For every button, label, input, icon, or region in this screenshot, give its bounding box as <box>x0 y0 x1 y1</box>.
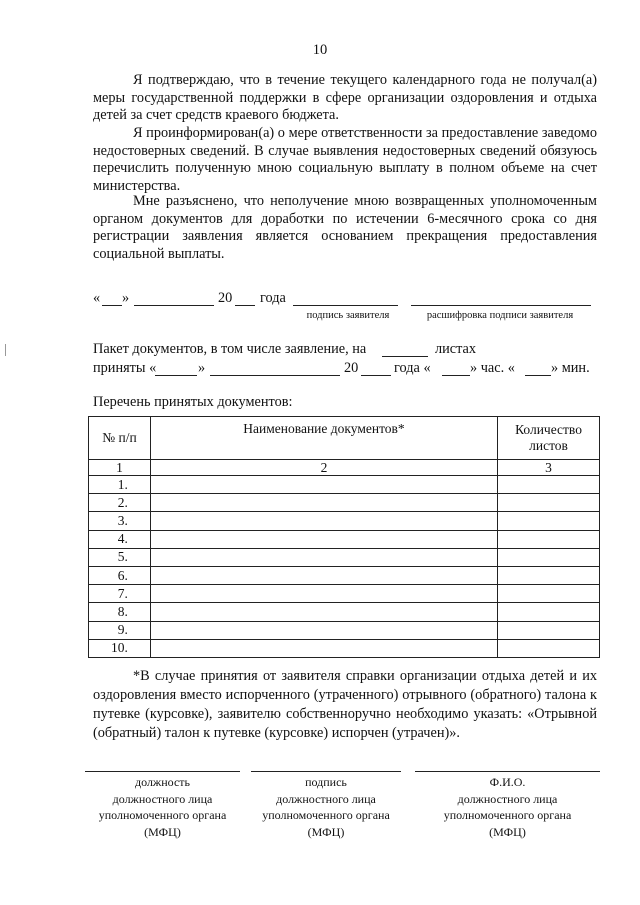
caption-line: должность <box>135 775 190 789</box>
caption-line: уполномоченного органа <box>98 808 227 822</box>
package-line1-text: Пакет документов, в том числе заявление, на <box>93 341 367 357</box>
decode-caption: расшифровка подписи заявителя <box>426 310 574 321</box>
sheets-count-cell[interactable] <box>498 548 600 566</box>
sheets-count-cell[interactable] <box>498 494 600 512</box>
sheets-count-cell[interactable] <box>498 585 600 603</box>
sheets-count-field <box>382 356 428 357</box>
index-cell-1: 1 <box>89 460 151 476</box>
package-accepted-hour: » час. « <box>470 360 515 376</box>
row-number: 3. <box>89 512 151 530</box>
fio-caption <box>415 774 600 840</box>
caption-line: должностного лица <box>112 791 213 806</box>
document-name-cell[interactable] <box>150 512 497 530</box>
accepted-day-field <box>155 375 197 376</box>
caption-line: должностного лица <box>276 791 376 806</box>
package-accepted-year: года « <box>394 360 431 376</box>
footnote: *В случае принятия от заявителя справки организации отдыха детей и их оздоровления вместо испорченного (утраченного) отрывного (обратного) талона к путевке (курсовке), заявителю собственноручно необходимо указать: «Отрывной (обратный) талон к путевке (курсовке) испорчен (утрачен)». <box>93 668 597 741</box>
caption-line: уполномоченного органа <box>443 808 572 822</box>
row-number: 2. <box>89 494 151 512</box>
paragraph-confirmation: Я подтверждаю, что в течение текущего календарного года не получал(а) меры государственной поддержки в сфере организации оздоровления и отдыха детей за счет средств краевого бюджета. <box>93 72 597 124</box>
date-year-word: года <box>260 290 286 306</box>
caption-line: подпись <box>305 775 347 789</box>
page-number: 10 <box>312 42 328 58</box>
table-row <box>89 603 600 621</box>
date-open-quote: « <box>93 290 101 306</box>
row-number: 7. <box>89 585 151 603</box>
accepted-documents-table <box>88 416 600 658</box>
scan-edge-mark <box>5 344 6 356</box>
document-name-cell[interactable] <box>150 476 497 494</box>
sheets-count-cell[interactable] <box>498 530 600 548</box>
accepted-minute-field <box>525 375 551 376</box>
sign-signature-line <box>251 771 401 772</box>
caption-line: (МФЦ) <box>489 824 526 839</box>
position-caption <box>85 774 240 840</box>
document-name-cell[interactable] <box>150 603 497 621</box>
accepted-month-field <box>210 375 340 376</box>
document-name-cell[interactable] <box>150 530 497 548</box>
document-name-cell[interactable] <box>150 548 497 566</box>
row-number: 8. <box>89 603 151 621</box>
header-number: № п/п <box>89 417 151 460</box>
sheets-count-cell[interactable] <box>498 603 600 621</box>
document-name-cell[interactable] <box>150 621 497 639</box>
documents-list-title: Перечень принятых документов: <box>93 394 293 410</box>
paragraph-explanation: Мне разъяснено, что неполучение мною возвращенных уполномоченным органом документов для доработки по истечении 6-месячного срока со дня регистрации заявления является основанием прекращения предоставления социальной выплаты. <box>93 193 597 262</box>
row-number: 6. <box>89 566 151 584</box>
sheets-count-cell[interactable] <box>498 621 600 639</box>
document-name-cell[interactable] <box>150 639 497 657</box>
package-accepted-prefix: приняты « <box>93 360 157 376</box>
document-name-cell[interactable] <box>150 585 497 603</box>
row-number: 5. <box>89 548 151 566</box>
caption-line: Ф.И.О. <box>489 775 526 789</box>
row-number: 10. <box>89 639 151 657</box>
table-row <box>89 530 600 548</box>
applicant-name-field <box>411 305 591 306</box>
sheets-count-cell[interactable] <box>498 476 600 494</box>
sheets-count-cell[interactable] <box>498 639 600 657</box>
table-row <box>89 566 600 584</box>
table-row <box>89 639 600 657</box>
fio-signature-line <box>415 771 600 772</box>
month-field <box>134 305 214 306</box>
paragraph-responsibility: Я проинформирован(а) о мере ответственности за предоставление заведомо недостоверных сведений. В случае выявления недостоверных сведений обязуюсь перечислить полученную мною социальную выплату в полном объеме на счет министерства. <box>93 125 597 194</box>
caption-line: (МФЦ) <box>307 824 345 839</box>
sheets-count-cell[interactable] <box>498 566 600 584</box>
table-row <box>89 548 600 566</box>
table-row <box>89 585 600 603</box>
accepted-hour-field <box>442 375 470 376</box>
document-name-cell[interactable] <box>150 494 497 512</box>
row-number: 1. <box>89 476 151 494</box>
row-number: 9. <box>89 621 151 639</box>
row-number: 4. <box>89 530 151 548</box>
package-accepted-min: » мин. <box>551 360 590 376</box>
package-accepted-close: » <box>198 360 206 376</box>
day-field <box>102 305 122 306</box>
date-close-quote: » <box>122 290 130 306</box>
year-field <box>235 305 255 306</box>
accepted-year-field <box>361 375 391 376</box>
header-document-name: Наименование документов* <box>150 417 497 460</box>
date-century: 20 <box>218 290 233 306</box>
index-cell-3: 3 <box>498 460 600 476</box>
caption-line: (МФЦ) <box>144 824 181 839</box>
caption-line: уполномоченного органа <box>262 808 390 822</box>
signature-caption: подпись заявителя <box>306 310 390 321</box>
table-row <box>89 494 600 512</box>
table-row <box>89 621 600 639</box>
package-sheets-word: листах <box>435 341 477 357</box>
document-name-cell[interactable] <box>150 566 497 584</box>
applicant-signature-field <box>293 305 398 306</box>
index-cell-2: 2 <box>150 460 497 476</box>
header-sheets-count: Количество листов <box>498 417 600 460</box>
sheets-count-cell[interactable] <box>498 512 600 530</box>
package-accepted-century: 20 <box>344 360 359 376</box>
caption-line: должностного лица <box>457 791 558 806</box>
position-signature-line <box>85 771 240 772</box>
table-row <box>89 476 600 494</box>
signature-caption-official <box>251 774 401 840</box>
table-row <box>89 512 600 530</box>
